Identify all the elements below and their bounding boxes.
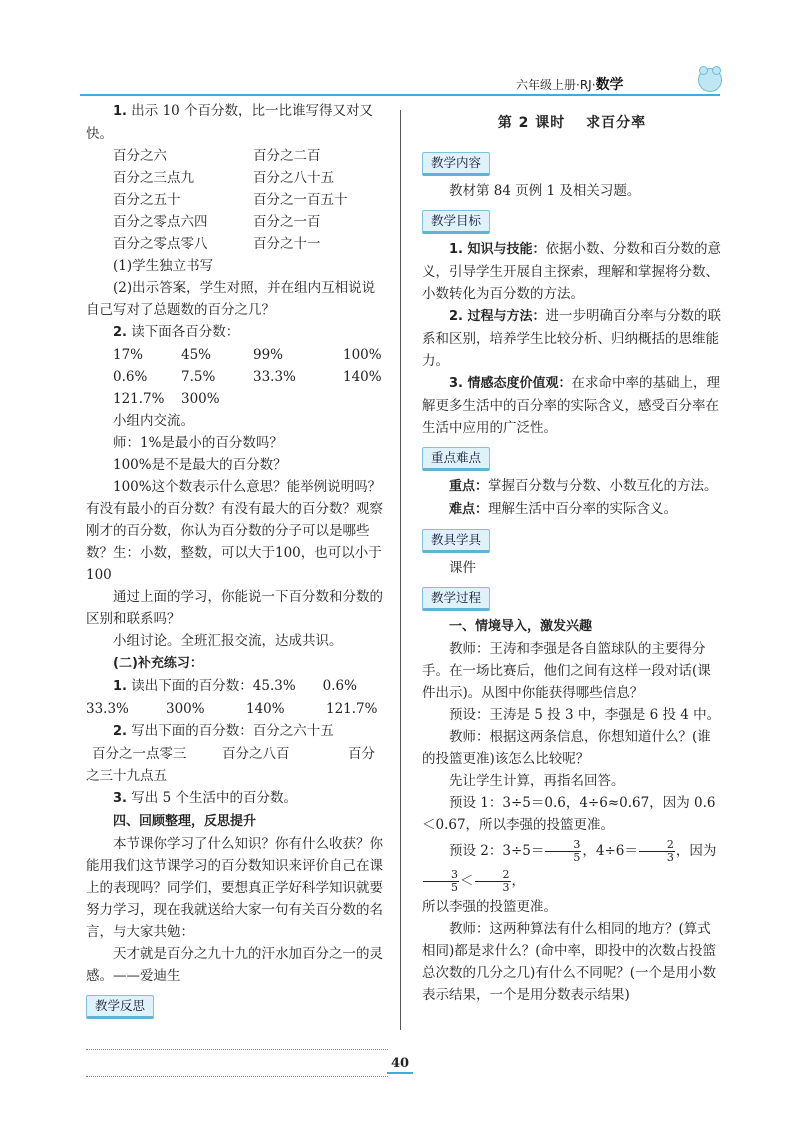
goal-2: 2. 过程与方法：进一步明确百分率与分数的联系和区别，培养学生比较分析、归纳概括的思维能力。 [422, 308, 722, 369]
header-grade: 六年级上册 [516, 78, 577, 92]
goal-3: 3. 情感态度价值观：在求命中率的基础上，理解更多生活中的百分率的实际含义，感受百分率在生活中应用的广泛性。 [422, 375, 721, 436]
supplement-1-row [86, 698, 388, 720]
paragraph: 本节课你学习了什么知识？你有什么收获？你能用我们这节课学习的百分数知识来评价自己在课上的表现吗？同学们，要想真正学好科学知识就要努力学习，现在我就送给大家一句有关百分数的名言，与大家共勉： [86, 836, 383, 940]
header-edition: RJ [579, 78, 592, 92]
read-pct: 100% [343, 347, 382, 363]
supplement-2-tail: 之三十九点五 [86, 768, 167, 784]
fraction: $\frac{2}{3}$ [639, 839, 675, 864]
difficulty-point: 难点：理解生活中百分率的实际含义。 [449, 501, 678, 517]
read-pct: 33.3% [253, 369, 296, 385]
sub-step-2: (2)出示答案，学生对照，并在组内互相说说自己写对了总题数的百分之几？ [86, 280, 376, 318]
supplement-title: (二)补充练习： [113, 656, 203, 671]
read-pct: 300% [181, 391, 220, 407]
reflection-line[interactable] [86, 1023, 388, 1050]
read-pct: 0.6% [113, 369, 148, 385]
supplement-3: 3. 写出 5 个生活中的百分数。 [113, 790, 297, 806]
supplement-2: 2. 写出下面的百分数：百分之六十五 [113, 723, 334, 739]
header-subject: 数学 [595, 77, 624, 93]
paragraph: 100%是不是最大的百分数？ [113, 457, 287, 473]
section-label-content: 教学内容 [422, 152, 490, 176]
paragraph: 小组内交流。 [113, 413, 194, 429]
left-column [86, 100, 388, 1077]
paragraph: 预设：王涛是 5 投 3 中，李强是 6 投 4 中。 [449, 707, 721, 723]
read-pct: 99% [253, 347, 284, 363]
read-percents-grid [86, 344, 388, 410]
read-pct: 45% [181, 347, 212, 363]
paragraph: 教师：王涛和李强是各自篮球队的主要得分手。在一场比赛后，他们之间有这样一段对话(课件出示)。从图中你能获得哪些信息？ [422, 641, 711, 701]
section-label-tools: 教具学具 [422, 529, 490, 553]
pct-word: 百分之一百五十 [253, 192, 348, 208]
pct-word: 百分之一百 [253, 214, 321, 230]
supp-pct: 121.7% [326, 701, 378, 717]
paragraph: 小组讨论。全班汇报交流，达成共识。 [113, 633, 343, 649]
paragraph: 先让学生计算，再指名回答。 [449, 773, 625, 789]
paragraph-fractions: 预设 2：3÷5＝ $\frac{3}{5}$ ，4÷6＝ $\frac{2}{3}$ ，因为 $\frac{3}{5}$ ＜ $\frac{2}{3}$ ， [422, 836, 722, 896]
pct-word: 百分之十一 [253, 236, 321, 252]
read-pct: 140% [343, 369, 382, 385]
item-2: 2. 读下面各百分数： [113, 324, 240, 340]
paragraph: 师：1%是最小的百分数吗？ [113, 435, 283, 451]
percent-words-grid [86, 145, 388, 255]
pct-word: 百分之零点零八 [113, 236, 208, 252]
pct-word: 百分之五十 [113, 192, 181, 208]
paragraph: 教师：根据这两条信息，你想知道什么？(谁的投篮更准)该怎么比较呢？ [422, 729, 711, 767]
lesson-title: 第 2 课时 求百分率 [497, 115, 647, 131]
paragraph: 通过上面的学习，你能说一下百分数和分数的区别和联系吗？ [86, 589, 383, 627]
content-text: 教材第 84 页例 1 及相关习题。 [449, 183, 641, 199]
header-tag: 六年级上册·RJ·数学 [516, 77, 624, 93]
paragraph: 预设 1：3÷5＝0.6，4÷6≈0.67，因为 0.6＜0.67，所以李强的投篮更准。 [422, 795, 716, 833]
section-label-process: 教学过程 [422, 587, 490, 611]
fraction: $\frac{3}{5}$ [545, 839, 581, 864]
section-label-goals: 教学目标 [422, 210, 490, 234]
section-1-title: 一、情境导入，激发兴趣 [449, 619, 593, 634]
pct-word: 百分之零点六四 [113, 214, 208, 230]
supp-pct: 300% [166, 701, 205, 717]
header-rule [80, 94, 720, 96]
supp-word: 百分之一点零三 [92, 746, 187, 762]
pct-word: 百分之八十五 [253, 170, 334, 186]
pct-word: 百分之二百 [253, 148, 321, 164]
supp-pct: 140% [246, 701, 285, 717]
paragraph: 所以李强的投篮更准。 [422, 899, 557, 915]
quote: 天才就是百分之九十九的汗水加百分之一的灵感。——爱迪生 [86, 946, 383, 984]
reflection-line[interactable] [86, 1050, 388, 1077]
column-divider [400, 110, 401, 1030]
supplement-1: 1. 读出下面的百分数：45.3% 0.6% [113, 678, 357, 694]
fraction: $\frac{3}{5}$ [423, 869, 459, 894]
key-point: 重点：掌握百分数与分数、小数互化的方法。 [449, 478, 718, 494]
fraction: $\frac{2}{3}$ [475, 869, 511, 894]
section-4-title: 四、回顾整理，反思提升 [113, 814, 257, 829]
sub-step-1: (1)学生独立书写 [113, 258, 214, 274]
supplement-2-row [86, 743, 388, 765]
supp-word: 百分之八百 [222, 746, 290, 762]
paragraph: 100%这个数表示什么意思？能举例说明吗？有没有最小的百分数？有没有最大的百分数？观察刚才的百分数，你认为百分数的分子可以是哪些数？生：小数，整数，可以大于100，也可以小于 100 [86, 479, 383, 583]
read-pct: 121.7% [113, 391, 165, 407]
page-number: 40 [383, 1056, 417, 1071]
paragraph: 教师：这两种算法有什么相同的地方？(算式相同)都是求什么？(命中率，即投中的次数占投篮总次数的几分之几)有什么不同呢？(一个是用小数表示结果，一个是用分数表示结果) [422, 921, 717, 1003]
read-pct: 17% [113, 347, 144, 363]
bear-mascot-icon [698, 68, 722, 92]
section-label-keys: 重点难点 [422, 447, 490, 471]
supp-word: 百分 [348, 746, 375, 762]
section-label-reflection: 教学反思 [86, 995, 154, 1019]
pct-word: 百分之六 [113, 148, 167, 164]
read-pct: 7.5% [181, 369, 216, 385]
right-column [422, 100, 722, 1006]
item-1: 1. 出示 10 个百分数，比一比谁写得又对又快。 [86, 103, 374, 142]
tools-text: 课件 [449, 560, 476, 576]
supp-pct: 33.3% [86, 701, 129, 717]
goal-1: 1. 知识与技能：依据小数、分数和百分数的意义，引导学生开展自主探索，理解和掌握将分数、小数转化为百分数的方法。 [422, 241, 722, 302]
pct-word: 百分之三点九 [113, 170, 194, 186]
